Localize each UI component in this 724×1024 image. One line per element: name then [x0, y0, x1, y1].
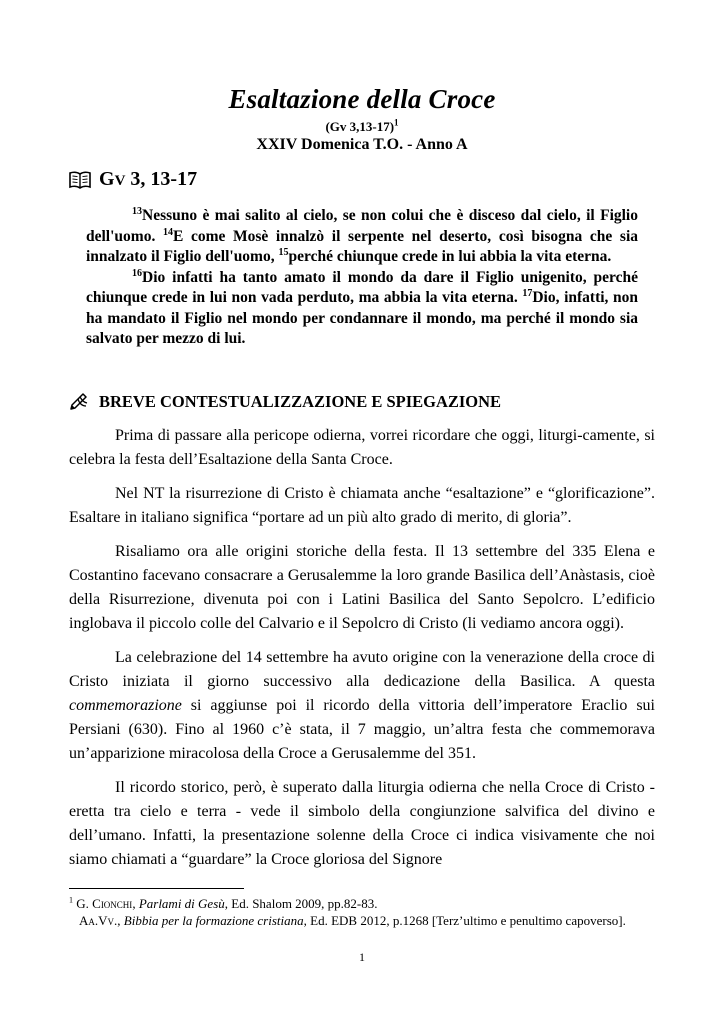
- footnote-1-second-source: Aa.Vv., Bibbia per la formazione cristiana, Ed. EDB 2012, p.1268 [Terz’ultimo e penultimo capoverso].: [79, 913, 626, 928]
- verse-number: 17: [522, 287, 533, 299]
- footnotes: [69, 895, 655, 929]
- liturgical-subtitle: XXIV Domenica T.O. - Anno A: [256, 136, 468, 153]
- gospel-paragraph: $^{13}$Nessuno è mai salito al cielo, se non colui che è disceso dal cielo, il Figlio dell'uomo. $^{14}$E come Mosè innalzò il serpente nel deserto, così bisogna che sia innalzato il Figlio dell'uomo, $^{15}$perché chiunque crede in lui abbia la vita eterna.: [86, 205, 639, 265]
- footnote-mark[interactable]: 1: [394, 117, 399, 128]
- gospel-paragraph: $^{16}$Dio infatti ha tanto amato il mondo da dare il Figlio unigenito, perché chiunque crede in lui non vada perduto, ma abbia la vita eterna. $^{17}$Dio, infatti, non ha mandato il Figlio nel mondo per condannare il mondo, ma perché il mondo sia salvato per mezzo di lui.: [86, 267, 639, 347]
- gospel-text: [86, 206, 638, 350]
- verse-number: 15: [278, 246, 289, 258]
- gospel-heading: [69, 168, 197, 191]
- book-icon: [69, 171, 91, 189]
- footnote-separator: [69, 888, 244, 889]
- page-title: Esaltazione della Croce: [228, 84, 496, 114]
- body-paragraph: Nel NT la risurrezione di Cristo è chiamata anche “esaltazione” e “glorificazione”. Esaltare in italiano significa “portare ad un più alto grado di merito, di gloria”.: [69, 485, 655, 526]
- body-paragraph: Prima di passare alla pericope odierna, vorrei ricordare che oggi, liturgi-camente, si celebra la festa dell’Esaltazione della Santa Croce.: [69, 427, 655, 468]
- section-heading: [69, 392, 501, 412]
- verse-number: 16: [132, 267, 142, 279]
- reference-text: (Gv 3,13-17): [325, 119, 395, 134]
- body-text: [69, 424, 655, 882]
- scripture-reference: [0, 119, 724, 135]
- footnote-1: $^1$ G. Cionchi, Parlami di Gesù, Ed. Shalom 2009, pp.82-83.: [69, 895, 378, 911]
- body-paragraph: Risaliamo ora alle origini storiche della festa. Il 13 settembre del 335 Elena e Costantino facevano consacrare a Gerusalemme la loro grande Basilica dell’Anàstasis, cioè della Risurrezione, divenuta poi con i Latini Basilica del Santo Sepolcro. L’edificio inglobava il piccolo colle del Calvario e il Sepolcro di Cristo (li vediamo ancora oggi).: [69, 543, 655, 632]
- verse-number: 13: [132, 205, 142, 217]
- gospel-label: GV 3, 13-17: [99, 168, 198, 190]
- page-number: 1: [359, 950, 365, 964]
- body-paragraph: Il ricordo storico, però, è superato dalla liturgia odierna che nella Croce di Cristo - eretta tra cielo e terra - vede il simbolo della congiunzione salvifica del divino e dell’umano. Infatti, la presentazione solenne della Croce ci indica visivamente che noi siamo chiamati a “guardare” la Croce gloriosa del Signore: [69, 779, 655, 868]
- writing-hand-icon: [69, 393, 89, 411]
- verse-number: 14: [162, 226, 173, 238]
- body-paragraph: La celebrazione del 14 settembre ha avuto origine con la venerazione della croce di Cristo iniziata il giorno successivo alla dedicazione della Basilica. A questa commemorazione si aggiunse poi il ricordo della vittoria dell’imperatore Eraclio sui Persiani (630). Fino al 1960 c’è stata, il 7 maggio, un’altra festa che commemorava un’apparizione miracolosa della Croce a Gerusalemme del 351.: [69, 649, 655, 762]
- section-heading-text: BREVE CONTESTUALIZZAZIONE E SPIEGAZIONE: [99, 392, 502, 411]
